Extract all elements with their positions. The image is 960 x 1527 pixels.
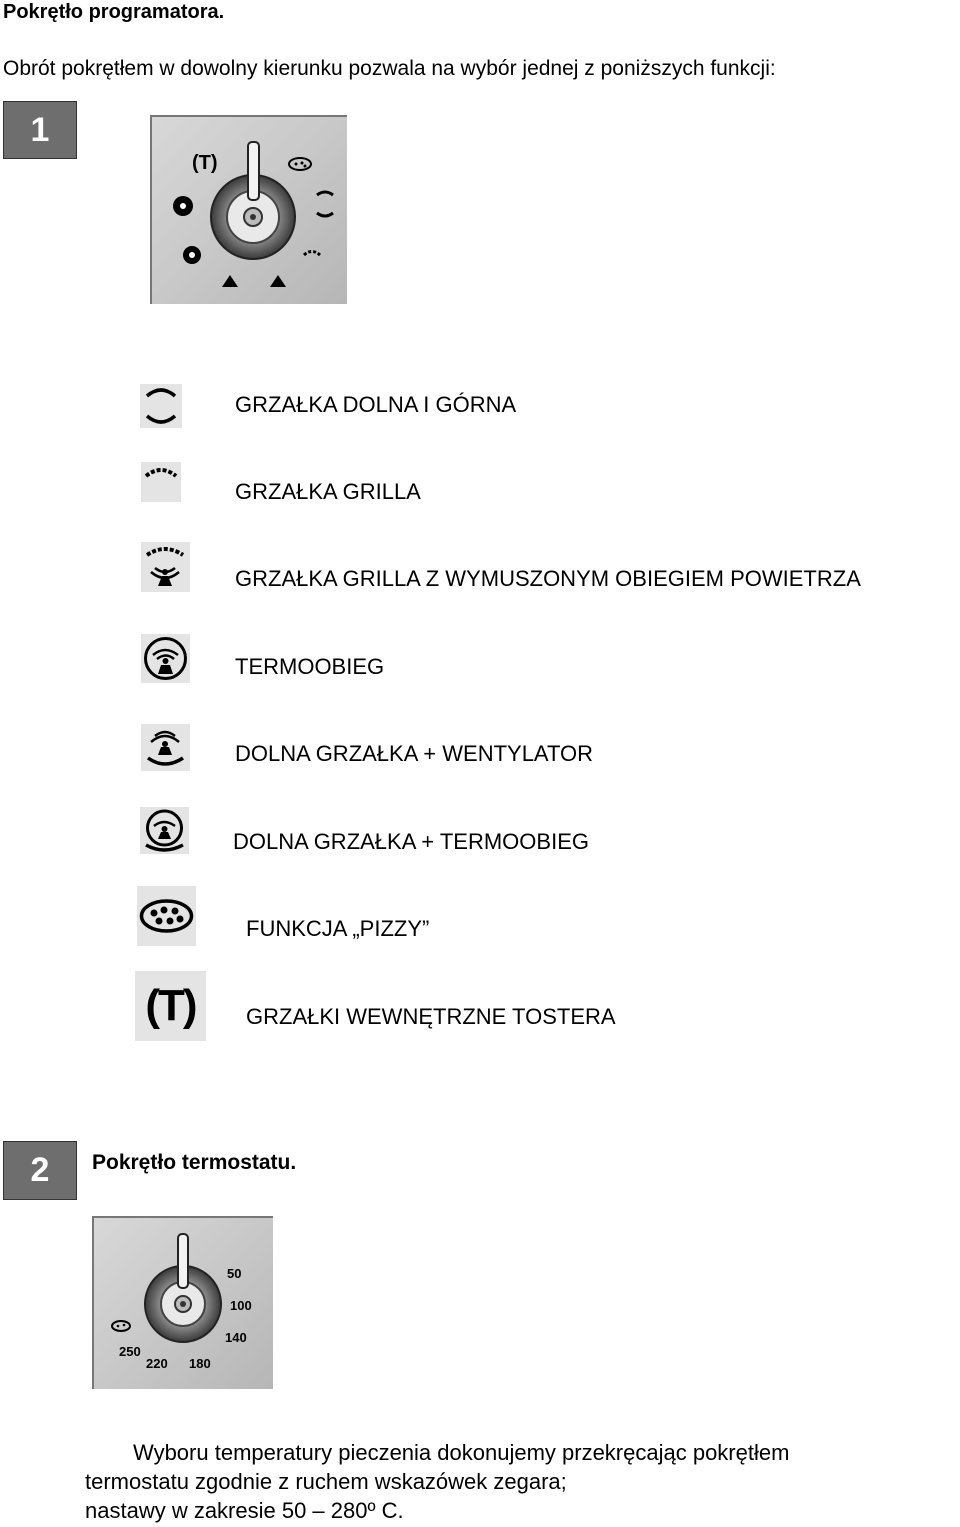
temp-mark: 220 <box>146 1356 168 1371</box>
thermostat-dial-panel <box>92 1216 273 1389</box>
toaster-glyph: (T) <box>145 981 196 1030</box>
convection-icon <box>141 634 190 683</box>
thermostat-description-line3: nastawy w zakresie 50 – 280º C. <box>85 1498 404 1523</box>
pizza-icon <box>137 886 196 946</box>
thermostat-knob-pointer <box>178 1234 188 1288</box>
thermostat-pizza-icon <box>112 1321 130 1331</box>
temp-mark: 100 <box>230 1298 252 1313</box>
lower-heater-fan-icon <box>141 724 190 771</box>
upper-lower-heater-icon <box>140 384 182 428</box>
dial-grill-fan-icon <box>270 275 286 287</box>
intro-text: Obrót pokrętłem w dowolny kierunku pozwala na wybór jednej z poniższych funkcji: <box>3 57 776 80</box>
temp-mark: 180 <box>189 1356 211 1371</box>
toaster-icon <box>135 971 206 1041</box>
function-label: GRZAŁKA DOLNA I GÓRNA <box>235 392 517 417</box>
function-label: DOLNA GRZAŁKA + TERMOOBIEG <box>233 829 589 854</box>
grill-fan-icon <box>141 542 190 592</box>
grill-heater-icon <box>141 462 181 502</box>
dial-toaster-icon: (T) <box>192 152 218 174</box>
programmer-knob-pointer <box>248 142 259 200</box>
lower-heater-convection-icon <box>140 807 189 854</box>
function-label: GRZAŁKA GRILLA <box>235 479 421 504</box>
dial-upper-lower-icon <box>317 192 333 195</box>
function-label: TERMOOBIEG <box>235 654 385 679</box>
function-label: FUNKCJA „PIZZY” <box>246 916 430 941</box>
section-number-badge: 1 <box>3 101 77 159</box>
temp-mark: 140 <box>225 1330 247 1345</box>
dial-pizza-icon <box>289 158 311 170</box>
page-title: Pokrętło programatora. <box>3 1 225 23</box>
temp-mark: 250 <box>119 1344 141 1359</box>
thermostat-dial-illustration <box>94 1218 273 1389</box>
function-label: GRZAŁKI WEWNĘTRZNE TOSTERA <box>246 1004 616 1029</box>
function-label: GRZAŁKA GRILLA Z WYMUSZONYM OBIEGIEM POWIETRZA <box>235 566 861 591</box>
section-number-badge: 2 <box>3 1141 77 1200</box>
function-label: DOLNA GRZAŁKA + WENTYLATOR <box>235 741 594 766</box>
section-title: Pokrętło termostatu. <box>92 1151 297 1174</box>
programmer-dial-illustration <box>152 117 347 304</box>
programmer-dial-panel <box>150 115 347 304</box>
temp-mark: 50 <box>227 1266 242 1281</box>
thermostat-description-line1: Wyboru temperatury pieczenia dokonujemy przekręcając pokrętłem <box>133 1440 790 1465</box>
thermostat-description-line2: termostatu zgodnie z ruchem wskazówek zegara; <box>85 1469 567 1494</box>
dial-lower-convection-icon <box>222 275 238 287</box>
dial-grill-icon <box>304 252 320 256</box>
